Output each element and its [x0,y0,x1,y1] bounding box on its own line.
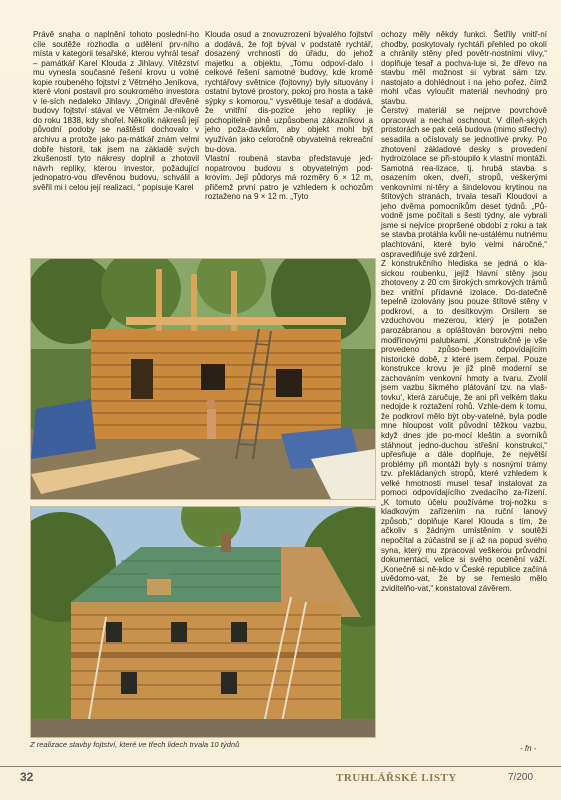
footer-divider [0,766,561,767]
article-column-1 [33,30,199,192]
article-column-3 [381,30,547,593]
photo-caption: Z realizace stavby fojtství, které ve třech lidech trvala 10 týdnů [30,740,240,749]
magazine-name: TRUHLÁŘSKÉ LISTY [336,772,457,784]
article-paragraph: Z konstrukčního hlediska se jedná o kla-sickou roubenku, jejíž hlavní stěny jsou zhotoveny z 20 cm širokých smrkových trámů bez vnitřní přídavné izolace. Do-datečně tepelně izolovány jsou pouze štítové stěny v podkroví, a to desítkovým Orsilem se vzduchovou mezerou, který je potažen parozábranou a opláštován borovými nebo modřínovými palubkami. „Konstrukčně je vše provedeno způso-bem odpovídajícím historické době, z které jsem čerpal. Pouze konstrukce krovu je již plně moderní se zachováním venkovní hmoty a tvaru. Zvolil jsem vazbu šikmého plátování tzv. na vlaš-tovku‘, která zaručuje, že ani při velkém tlaku nedojde k roztažení rohů. Vzhle-dem k tomu, že podkroví mělo být oby-vatelné, byla podle mne hloupost volit původní těžkou vazbu, když dnes jde po-mocí kleštin a svorníků stáhnout jedno-duchou střešní konstrukci,“ upřesňuje a dále doplňuje, že největší problémy při montáži byly s nosnými trámy tzv. překládaných stropů, které vzhledem k velké hmotnosti musel tesař instalovat za pomoci odpovídajícího zvedacího za-řízení. „K tomuto účelu používáme troj-nožku s kladkovým zařízením na ruční lanový způsob,“ doplňuje Karel Klouda s tím, že ačkoliv s žádným umístěním v soutěži nepočítal a zúčastnil se jí až na popud svého syna, který mu zpracoval veškerou průvodní dokumentaci, velice si svého ocenění váží. „Konečně si ně-kdo v České republice začíná uvědomo-vat, že by se řemeslo mělo zviditelňo-vat,“ konstatoval závěrem. [381,259,547,593]
article-column-2 [205,30,373,202]
article-paragraph: ochozy měly někdy funkci. Šetřily vnitř-ní chodby, poskytovaly rychtáři přehled po okolí a chránily stěny před povětr-nostními vlivy,“ doplňuje tesař a pochva-luje si, že dřevo na stavbu měl možnost si vybrat sám tzv. nastojato a dohlédnout i na jeho pořez, čímž mohl včas vyloučit materiál nevhodný pro stavbu. [381,30,547,106]
finished-building-photo [30,506,376,738]
author-signature: - fn - [520,744,537,753]
article-paragraph: Vlastní roubená stavba představuje jed-nopatrovou budovu s obyvatelným pod-krovím. Její půdorys má rozměry 6 × 12 m, přičemž první patro je vzhledem k ochozům roztaženo na 9 × 12 m. „Tyto [205,154,373,202]
page-number: 32 [20,770,34,784]
finished-building-illustration [31,507,375,737]
construction-photo [30,258,376,500]
article-paragraph: Právě snaha o naplnění tohoto poslední-ho cíle soutěže rozhodla o udělení prv-ního místa v kategorii tesařské, kterou vyhrál tesař – památkář Karel Klouda z Jihlavy. Vítězství mu vynesla současné řešení krovu u volné kopie roubeného fojtství z Větrného Jeníkova, které vloni postavil pro soukromého investora v le-sích nedaleko Jihlavy. „Originál dřevěné budovy fojtství stával ve Větrném Je-níkově do roku 1838, kdy shořel. Několik nákresů její původní podoby se naštěstí dochovalo v archivu a protože jako pa-mátkář znám velmi dobře historii, tak jsem na základě svých zkušeností tyto nákresy doplnil a zhotovil návrh repliky, kterou investor, požadující jednopatro-vou dřevěnou budovu, schválil a svěřil mi i celou její realizaci, “ popisuje Karel [33,30,199,192]
construction-photo-illustration [31,259,375,499]
issue-number: 7/200 [508,772,534,783]
article-paragraph: Klouda osud a znovuzrození bývalého fojtství a dodává, že fojt býval v podstatě rychtář, dosazený vrchností do úřadu, do jehož majetku a objektu. „Tomu odpoví-dalo i celkové řešení samotné budovy, kde kromě rychtářovy světnice (fojtovny) byly situovány i ostatní bytové prostory, pokoj pro hosta a také sýpky s komorou,“ vysvětluje tesař a dodává, že vnitřní dis-pozice jeho repliky je pochopitelně plně uzpůsobena zákazníkovi a jeho poža-davkům, aby objekt mohl být využíván jako celoročně obyvatelná rekreační bu-dova. [205,30,373,154]
article-paragraph: Čerstvý materiál se nejprve povrchově opracoval a nechal oschnout. V díleň-ských prostorách se pak celá budova (mimo střechy) sesadila a očíslovaly se jednotlivé prvky. Po zhotovení základové desky s provedení hydroizolace se při-stoupilo k vlastní montáži. Samotná rea-lizace, tj. hrubá stavba s osazením oken, dveří, stropů, veškerými venkovními ni-těry a šindelovou krytinou na štítových stranách, trvala tesaři Kloudovi a jeho dvěma pomocníkům deset týdnů. „Pů-vodně jsme počítali s šesti týdny, ale vybrali jsme si nejvíce propršené období z roku a tak se stavba protáhla kvůli ne-ustálému nutnému plachtování, které bylo velmi náročné,“ ospravedlňuje své zdržení. [381,106,547,259]
